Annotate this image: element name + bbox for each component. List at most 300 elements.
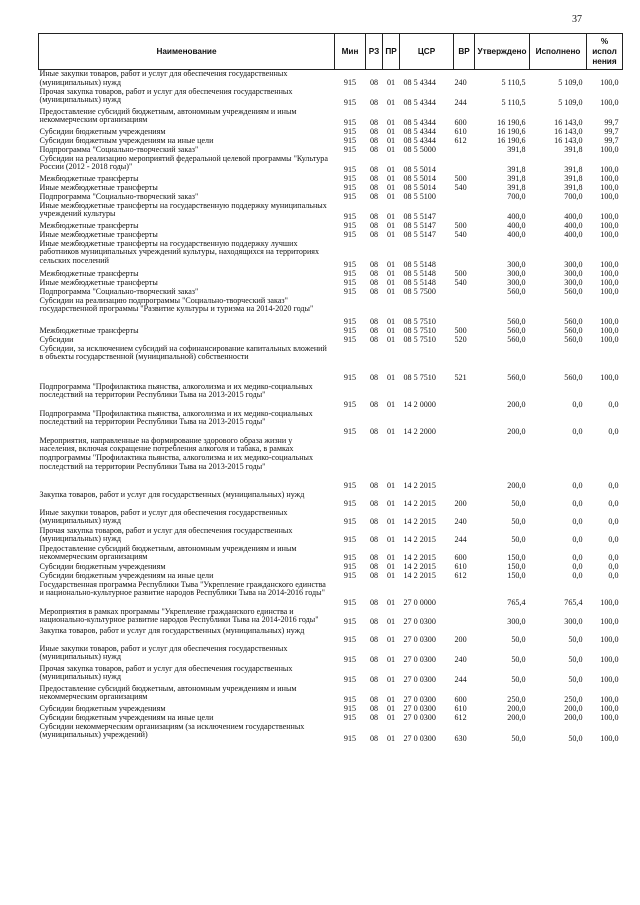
table-row	[39, 231, 623, 240]
cell-csr: 27 0 0000	[403, 597, 436, 607]
cell-approved: 200,0	[507, 399, 526, 409]
cell-rz: 08	[369, 498, 379, 508]
cell-pr: 01	[386, 733, 396, 743]
cell-approved: 765,4	[507, 597, 526, 607]
cell-min: 915	[343, 713, 357, 722]
cell-name: Иные межбюджетные трансферты	[39, 230, 158, 239]
cell-min: 915	[343, 597, 357, 607]
cell-name: Субсидии бюджетным учреждениям	[39, 127, 166, 136]
cell-name: Подпрограмма "Социально-творческий заказ"	[39, 287, 199, 296]
cell-percent: 100,0	[600, 211, 619, 221]
cell-executed: 560,0	[564, 335, 583, 344]
cell-vr: 630	[454, 733, 467, 743]
cell-csr: 27 0 0300	[403, 694, 436, 704]
cell-percent: 99,7	[604, 136, 619, 145]
cell-min: 915	[343, 372, 357, 382]
cell-percent: 100,0	[600, 372, 619, 382]
cell-rz: 08	[369, 480, 379, 490]
cell-name: Межбюджетные трансферты	[39, 326, 139, 335]
table-row	[39, 645, 623, 665]
cell-approved: 150,0	[507, 552, 526, 562]
cell-executed: 0,0	[572, 562, 583, 571]
cell-min: 915	[343, 654, 357, 664]
cell-rz: 08	[369, 571, 379, 580]
cell-csr: 08 5 5014	[403, 164, 436, 174]
budget-table	[38, 33, 623, 744]
cell-vr: 612	[454, 571, 467, 580]
cell-csr: 14 2 2015	[403, 498, 436, 508]
cell-rz: 08	[369, 97, 379, 107]
cell-vr: 612	[454, 713, 467, 722]
cell-name: Субсидии на реализацию подпрограммы "Социально-творческий заказ" государственной программы "Развитие культуры и туризма на 2014-2020 годы"	[39, 296, 314, 314]
cell-rz: 08	[369, 335, 379, 344]
header-name: Наименование	[39, 34, 335, 70]
cell-approved: 200,0	[507, 713, 526, 722]
cell-percent: 100,0	[600, 287, 619, 296]
cell-percent: 100,0	[600, 192, 619, 201]
cell-min: 915	[343, 145, 357, 154]
table-row	[39, 627, 623, 645]
cell-csr: 08 5 7510	[403, 326, 436, 335]
cell-rz: 08	[369, 733, 379, 743]
cell-csr: 08 5 7500	[403, 287, 436, 296]
cell-percent: 0,0	[608, 516, 619, 526]
cell-approved: 50,0	[511, 534, 526, 544]
cell-percent: 0,0	[608, 399, 619, 409]
cell-approved: 560,0	[507, 316, 526, 326]
cell-approved: 16 190,6	[497, 136, 526, 145]
cell-csr: 08 5 5014	[403, 174, 436, 183]
cell-min: 915	[343, 77, 357, 87]
cell-percent: 0,0	[608, 562, 619, 571]
cell-percent: 100,0	[600, 316, 619, 326]
cell-percent: 100,0	[600, 183, 619, 192]
cell-percent: 100,0	[600, 145, 619, 154]
cell-executed: 700,0	[564, 192, 583, 201]
cell-executed: 200,0	[564, 713, 583, 722]
header-vr: ВР	[454, 34, 475, 70]
cell-approved: 50,0	[511, 634, 526, 644]
cell-vr: 540	[454, 230, 467, 239]
cell-rz: 08	[369, 562, 379, 571]
cell-rz: 08	[369, 516, 379, 526]
cell-csr: 27 0 0300	[403, 634, 436, 644]
cell-min: 915	[343, 480, 357, 490]
cell-approved: 50,0	[511, 498, 526, 508]
table-row	[39, 723, 623, 744]
cell-vr: 600	[454, 552, 467, 562]
cell-vr	[454, 240, 475, 270]
cell-pr: 01	[386, 399, 396, 409]
cell-min: 915	[343, 498, 357, 508]
cell-min: 915	[343, 634, 357, 644]
table-row	[39, 108, 623, 128]
cell-vr: 540	[454, 183, 467, 192]
cell-pr: 01	[386, 694, 396, 704]
table-body	[39, 70, 623, 744]
cell-vr: 240	[454, 516, 467, 526]
table-row	[39, 222, 623, 231]
cell-rz: 08	[369, 278, 379, 287]
cell-approved: 560,0	[507, 335, 526, 344]
cell-rz: 08	[369, 426, 379, 436]
cell-vr	[454, 581, 475, 608]
cell-approved: 300,0	[507, 278, 526, 287]
cell-pr: 01	[386, 571, 396, 580]
cell-rz: 08	[369, 597, 379, 607]
cell-name: Субсидии на реализацию мероприятий федеральной целевой программы "Культура России (2012 - 2018 годы)"	[39, 154, 328, 172]
table-row	[39, 327, 623, 336]
cell-min: 915	[343, 616, 357, 626]
cell-approved: 400,0	[507, 211, 526, 221]
cell-approved: 16 190,6	[497, 117, 526, 127]
cell-vr: 521	[454, 372, 467, 382]
cell-pr: 01	[386, 704, 396, 713]
cell-pr: 01	[386, 174, 396, 183]
table-row	[39, 202, 623, 222]
cell-percent: 100,0	[600, 694, 619, 704]
cell-percent: 0,0	[608, 480, 619, 490]
cell-csr: 08 5 5100	[403, 192, 436, 201]
cell-pr: 01	[386, 230, 396, 239]
cell-percent: 99,7	[604, 127, 619, 136]
cell-pr: 01	[386, 269, 396, 278]
cell-name: Прочая закупка товаров, работ и услуг для обеспечения государственных (муниципальных) нужд	[39, 87, 293, 105]
cell-rz: 08	[369, 713, 379, 722]
cell-pr: 01	[386, 654, 396, 664]
cell-pr: 01	[386, 326, 396, 335]
cell-vr: 244	[454, 97, 467, 107]
cell-executed: 0,0	[572, 498, 583, 508]
cell-approved: 300,0	[507, 259, 526, 269]
cell-percent: 100,0	[600, 164, 619, 174]
cell-name: Подпрограмма "Социально-творческий заказ"	[39, 145, 199, 154]
cell-vr: 240	[454, 77, 467, 87]
cell-percent: 99,7	[604, 117, 619, 127]
cell-approved: 200,0	[507, 704, 526, 713]
cell-approved: 391,8	[507, 145, 526, 154]
cell-csr: 08 5 5148	[403, 269, 436, 278]
cell-percent: 100,0	[600, 674, 619, 684]
cell-min: 915	[343, 694, 357, 704]
cell-pr: 01	[386, 552, 396, 562]
cell-percent: 100,0	[600, 616, 619, 626]
cell-rz: 08	[369, 174, 379, 183]
cell-approved: 50,0	[511, 674, 526, 684]
cell-rz: 08	[369, 372, 379, 382]
cell-approved: 391,8	[507, 174, 526, 183]
cell-vr: 200	[454, 634, 467, 644]
cell-min: 915	[343, 211, 357, 221]
cell-vr	[454, 193, 475, 202]
cell-percent: 100,0	[600, 259, 619, 269]
cell-rz: 08	[369, 316, 379, 326]
cell-min: 915	[343, 326, 357, 335]
cell-approved: 300,0	[507, 616, 526, 626]
cell-executed: 0,0	[572, 399, 583, 409]
cell-min: 915	[343, 571, 357, 580]
cell-vr	[454, 383, 475, 410]
cell-name: Межбюджетные трансферты	[39, 221, 139, 230]
cell-min: 915	[343, 259, 357, 269]
cell-name: Предоставление субсидий бюджетным, автономным учреждениям и иным некоммерческим организациям	[39, 684, 297, 702]
cell-pr: 01	[386, 674, 396, 684]
cell-executed: 0,0	[572, 534, 583, 544]
table-row	[39, 527, 623, 545]
cell-vr: 610	[454, 562, 467, 571]
cell-name: Государственная программа Республики Тыва "Укрепление гражданского единства и национально-культурное развитие народов Республики Тыва на 2014-2016 годы"	[39, 580, 326, 598]
cell-executed: 16 143,0	[554, 117, 583, 127]
cell-min: 915	[343, 183, 357, 192]
cell-executed: 250,0	[564, 694, 583, 704]
cell-rz: 08	[369, 674, 379, 684]
cell-executed: 391,8	[564, 174, 583, 183]
cell-percent: 100,0	[600, 174, 619, 183]
cell-csr: 14 2 2015	[403, 552, 436, 562]
cell-pr: 01	[386, 480, 396, 490]
table-row	[39, 491, 623, 509]
cell-vr: 500	[454, 269, 467, 278]
cell-pr: 01	[386, 259, 396, 269]
cell-executed: 400,0	[564, 221, 583, 230]
cell-min: 915	[343, 287, 357, 296]
table-row	[39, 279, 623, 288]
cell-csr: 14 2 2000	[403, 426, 436, 436]
cell-min: 915	[343, 164, 357, 174]
cell-executed: 300,0	[564, 616, 583, 626]
cell-approved: 560,0	[507, 287, 526, 296]
cell-executed: 560,0	[564, 372, 583, 382]
cell-approved: 560,0	[507, 372, 526, 382]
header-approved: Утверждено	[475, 34, 530, 70]
page-number: 37	[572, 14, 582, 25]
cell-rz: 08	[369, 399, 379, 409]
cell-executed: 50,0	[568, 674, 583, 684]
table-row	[39, 572, 623, 581]
cell-executed: 560,0	[564, 316, 583, 326]
cell-min: 915	[343, 426, 357, 436]
cell-csr: 08 5 4344	[403, 77, 436, 87]
cell-csr: 27 0 0300	[403, 654, 436, 664]
cell-rz: 08	[369, 704, 379, 713]
cell-name: Иные закупки товаров, работ и услуг для обеспечения государственных (муниципальных) нужд	[39, 508, 288, 526]
cell-csr: 14 2 2015	[403, 562, 436, 571]
header-csr: ЦСР	[400, 34, 454, 70]
cell-rz: 08	[369, 634, 379, 644]
cell-rz: 08	[369, 534, 379, 544]
cell-rz: 08	[369, 183, 379, 192]
cell-name: Субсидии бюджетным учреждениям на иные цели	[39, 136, 214, 145]
cell-min: 915	[343, 221, 357, 230]
cell-approved: 50,0	[511, 516, 526, 526]
table-row	[39, 184, 623, 193]
cell-min: 915	[343, 399, 357, 409]
cell-name: Прочая закупка товаров, работ и услуг для обеспечения государственных (муниципальных) нужд	[39, 526, 293, 544]
cell-name: Субсидии бюджетным учреждениям на иные цели	[39, 713, 214, 722]
cell-vr	[454, 146, 475, 155]
cell-approved: 5 110,5	[501, 97, 526, 107]
cell-executed: 391,8	[564, 145, 583, 154]
cell-name: Закупка товаров, работ и услуг для государственных (муниципальных) нужд	[39, 626, 305, 635]
cell-min: 915	[343, 174, 357, 183]
cell-percent: 100,0	[600, 733, 619, 743]
cell-pr: 01	[386, 713, 396, 722]
cell-csr: 08 5 7510	[403, 372, 436, 382]
cell-approved: 250,0	[507, 694, 526, 704]
cell-rz: 08	[369, 287, 379, 296]
cell-executed: 560,0	[564, 326, 583, 335]
cell-pr: 01	[386, 221, 396, 230]
cell-name: Подпрограмма "Социально-творческий заказ"	[39, 192, 199, 201]
cell-name: Субсидии, за исключением субсидий на софинансирование капитальных вложений в объекты государственной (муниципальной) собственности	[39, 344, 327, 362]
cell-percent: 0,0	[608, 498, 619, 508]
table-row	[39, 270, 623, 279]
cell-csr: 14 2 2015	[403, 534, 436, 544]
cell-csr: 08 5 4344	[403, 97, 436, 107]
cell-executed: 0,0	[572, 516, 583, 526]
cell-percent: 100,0	[600, 221, 619, 230]
cell-percent: 100,0	[600, 597, 619, 607]
cell-executed: 391,8	[564, 183, 583, 192]
cell-approved: 391,8	[507, 183, 526, 192]
cell-executed: 0,0	[572, 552, 583, 562]
cell-rz: 08	[369, 164, 379, 174]
cell-rz: 08	[369, 77, 379, 87]
cell-name: Иные межбюджетные трансферты на государственную поддержку муниципальных учреждений культуры	[39, 201, 327, 219]
cell-name: Иные закупки товаров, работ и услуг для обеспечения государственных (муниципальных) нужд	[39, 69, 288, 87]
cell-name: Иные закупки товаров, работ и услуг для обеспечения государственных (муниципальных) нужд	[39, 644, 288, 662]
cell-percent: 100,0	[600, 713, 619, 722]
cell-name: Межбюджетные трансферты	[39, 269, 139, 278]
cell-pr: 01	[386, 192, 396, 201]
table-row	[39, 705, 623, 714]
cell-vr: 200	[454, 498, 467, 508]
table-row	[39, 410, 623, 437]
cell-csr: 08 5 5147	[403, 211, 436, 221]
cell-min: 915	[343, 192, 357, 201]
cell-approved: 700,0	[507, 192, 526, 201]
cell-approved: 400,0	[507, 230, 526, 239]
cell-executed: 50,0	[568, 654, 583, 664]
cell-csr: 27 0 0300	[403, 713, 436, 722]
cell-pr: 01	[386, 287, 396, 296]
cell-pr: 01	[386, 77, 396, 87]
cell-approved: 150,0	[507, 562, 526, 571]
cell-csr: 14 2 2015	[403, 571, 436, 580]
cell-rz: 08	[369, 145, 379, 154]
cell-approved: 5 110,5	[501, 77, 526, 87]
cell-rz: 08	[369, 326, 379, 335]
cell-vr: 520	[454, 335, 467, 344]
cell-percent: 0,0	[608, 552, 619, 562]
cell-name: Прочая закупка товаров, работ и услуг для обеспечения государственных (муниципальных) нужд	[39, 664, 293, 682]
cell-min: 915	[343, 117, 357, 127]
cell-min: 915	[343, 552, 357, 562]
table-row	[39, 175, 623, 184]
cell-executed: 391,8	[564, 164, 583, 174]
cell-percent: 100,0	[600, 634, 619, 644]
cell-name: Мероприятия, направленные на формирование здорового образа жизни у населения, включая сокращение потребления алкоголя и табака, в рамках подпрограммы "Профилактика пьянства, алкоголизма и их медико-социальных последствий на территории Республики Тыва на 2013-2015 годы"	[39, 436, 314, 471]
cell-csr: 27 0 0300	[403, 733, 436, 743]
cell-vr	[454, 155, 475, 175]
cell-percent: 100,0	[600, 326, 619, 335]
cell-name: Иные межбюджетные трансферты	[39, 278, 158, 287]
cell-name: Подпрограмма "Профилактика пьянства, алкоголизма и их медико-социальных последствий на территории Республики Тыва на 2013-2015 годы"	[39, 382, 313, 400]
cell-min: 915	[343, 534, 357, 544]
cell-min: 915	[343, 127, 357, 136]
cell-pr: 01	[386, 372, 396, 382]
cell-csr: 27 0 0300	[403, 616, 436, 626]
table-row	[39, 146, 623, 155]
cell-pr: 01	[386, 145, 396, 154]
cell-vr	[454, 288, 475, 297]
cell-csr: 08 5 4344	[403, 127, 436, 136]
cell-min: 915	[343, 97, 357, 107]
table-row	[39, 545, 623, 563]
cell-pr: 01	[386, 534, 396, 544]
cell-percent: 100,0	[600, 230, 619, 239]
cell-pr: 01	[386, 426, 396, 436]
table-row	[39, 345, 623, 383]
cell-approved: 200,0	[507, 480, 526, 490]
cell-vr	[454, 297, 475, 327]
cell-executed: 50,0	[568, 634, 583, 644]
cell-percent: 0,0	[608, 534, 619, 544]
cell-min: 915	[343, 733, 357, 743]
cell-vr	[454, 202, 475, 222]
cell-min: 915	[343, 562, 357, 571]
cell-executed: 0,0	[572, 426, 583, 436]
cell-approved: 50,0	[511, 654, 526, 664]
cell-name: Иные межбюджетные трансферты	[39, 183, 158, 192]
cell-min: 915	[343, 278, 357, 287]
table-row	[39, 509, 623, 527]
cell-pr: 01	[386, 183, 396, 192]
cell-pr: 01	[386, 211, 396, 221]
cell-min: 915	[343, 674, 357, 684]
cell-name: Иные межбюджетные трансферты на государственную поддержку лучших работников муниципальных учреждений культуры, находящихся на территориях сельских поселений	[39, 239, 320, 266]
cell-pr: 01	[386, 597, 396, 607]
cell-percent: 100,0	[600, 704, 619, 713]
cell-executed: 300,0	[564, 278, 583, 287]
cell-approved: 200,0	[507, 426, 526, 436]
cell-name: Субсидии бюджетным учреждениям	[39, 704, 166, 713]
cell-min: 915	[343, 516, 357, 526]
cell-csr: 08 5 5014	[403, 183, 436, 192]
cell-name: Субсидии бюджетным учреждениям на иные цели	[39, 571, 214, 580]
cell-percent: 100,0	[600, 654, 619, 664]
cell-pr: 01	[386, 634, 396, 644]
cell-rz: 08	[369, 192, 379, 201]
cell-executed: 0,0	[572, 480, 583, 490]
header-pr: ПР	[383, 34, 400, 70]
cell-csr: 08 5 5000	[403, 145, 436, 154]
cell-vr: 244	[454, 534, 467, 544]
cell-executed: 5 109,0	[558, 77, 583, 87]
cell-name: Предоставление субсидий бюджетным, автономным учреждениям и иным некоммерческим организациям	[39, 544, 297, 562]
cell-rz: 08	[369, 230, 379, 239]
table-row	[39, 137, 623, 146]
cell-executed: 400,0	[564, 211, 583, 221]
cell-csr: 27 0 0300	[403, 704, 436, 713]
cell-executed: 16 143,0	[554, 136, 583, 145]
cell-vr	[454, 410, 475, 437]
cell-percent: 0,0	[608, 571, 619, 580]
cell-rz: 08	[369, 269, 379, 278]
cell-vr: 500	[454, 174, 467, 183]
header-min: Мин	[335, 34, 366, 70]
cell-vr: 600	[454, 694, 467, 704]
